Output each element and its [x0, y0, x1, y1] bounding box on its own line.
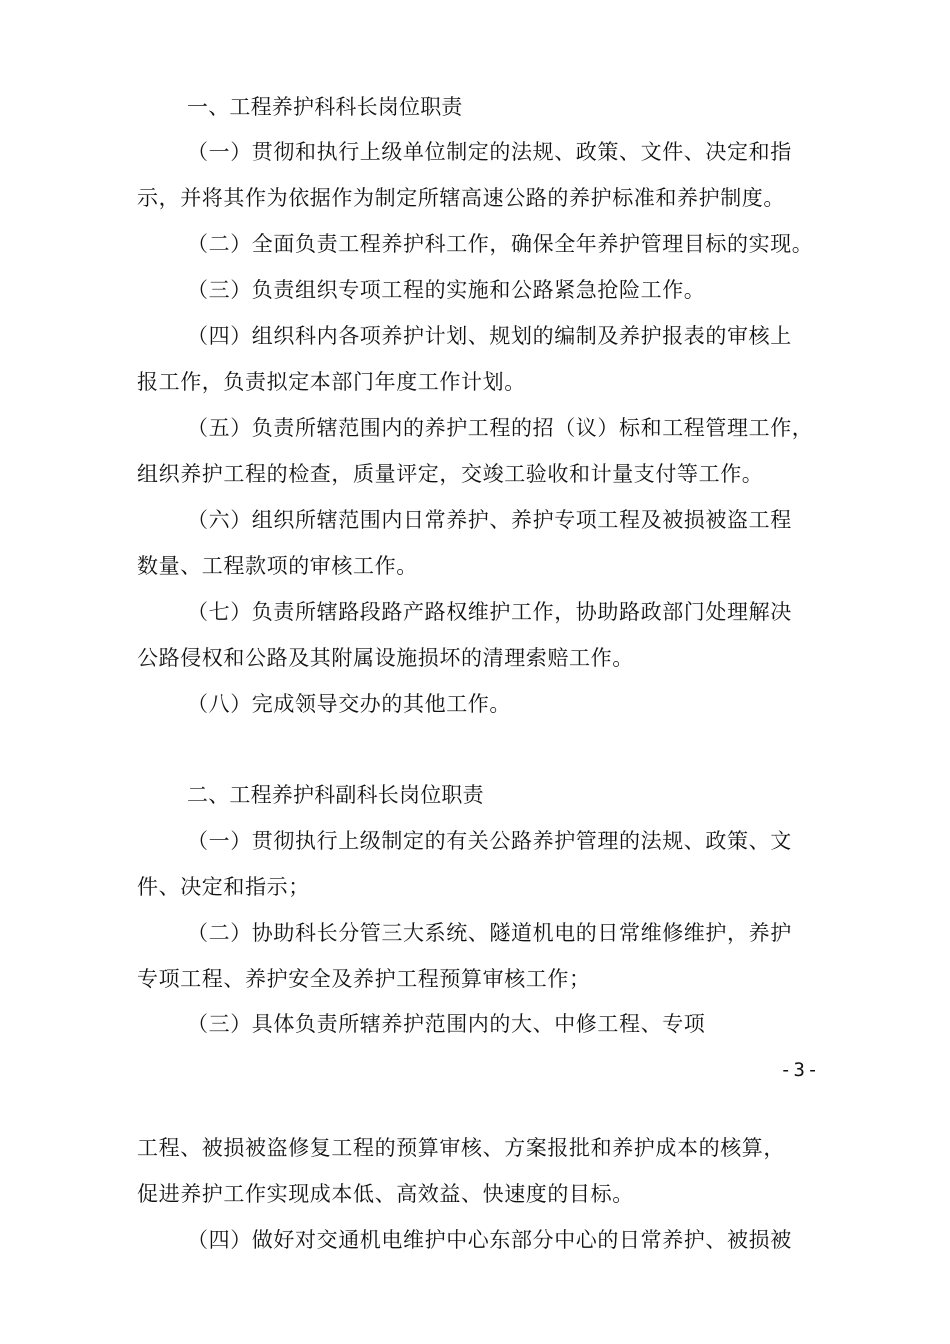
- paragraph-line: 组织养护工程的检查，质量评定，交竣工验收和计量支付等工作。: [137, 462, 764, 486]
- paragraph-line: 工程、被损被盗修复工程的预算审核、方案报批和养护成本的核算，: [137, 1136, 785, 1160]
- paragraph-line: （二）全面负责工程养护科工作，确保全年养护管理目标的实现。: [187, 232, 814, 256]
- paragraph-line: （五）负责所辖范围内的养护工程的招（议）标和工程管理工作，: [187, 416, 814, 440]
- paragraph-line: 件、决定和指示；: [137, 875, 310, 899]
- paragraph-line: （四）组织科内各项养护计划、规划的编制及养护报表的审核上: [187, 324, 792, 348]
- paragraph-line: （七）负责所辖路段路产路权维护工作，协助路政部门处理解决: [187, 600, 792, 624]
- section-heading: 一、工程养护科科长岗位职责: [187, 95, 463, 119]
- paragraph-line: 专项工程、养护安全及养护工程预算审核工作；: [137, 967, 591, 991]
- section-heading: 二、工程养护科副科长岗位职责: [187, 783, 484, 807]
- paragraph-line: （一）贯彻执行上级制定的有关公路养护管理的法规、政策、文: [187, 829, 792, 853]
- paragraph-line: 数量、工程款项的审核工作。: [137, 554, 418, 578]
- paragraph-line: （四）做好对交通机电维护中心东部分中心的日常养护、被损被: [187, 1228, 792, 1252]
- paragraph-line: （三）具体负责所辖养护范围内的大、中修工程、专项: [187, 1012, 706, 1036]
- paragraph-line: （三）负责组织专项工程的实施和公路紧急抢险工作。: [187, 278, 706, 302]
- paragraph-line: 公路侵权和公路及其附属设施损坏的清理索赔工作。: [137, 646, 634, 670]
- paragraph-line: （八）完成领导交办的其他工作。: [187, 692, 511, 716]
- page-number: -3-: [780, 1059, 821, 1081]
- paragraph-line: 促进养护工作实现成本低、高效益、快速度的目标。: [137, 1182, 634, 1206]
- paragraph-line: 示，并将其作为依据作为制定所辖高速公路的养护标准和养护制度。: [137, 186, 785, 210]
- paragraph-line: （六）组织所辖范围内日常养护、养护专项工程及被损被盗工程: [187, 508, 792, 532]
- paragraph-line: （二）协助科长分管三大系统、隧道机电的日常维修维护，养护: [187, 921, 792, 945]
- paragraph-line: （一）贯彻和执行上级单位制定的法规、政策、文件、决定和指: [187, 140, 792, 164]
- paragraph-line: 报工作，负责拟定本部门年度工作计划。: [137, 370, 526, 394]
